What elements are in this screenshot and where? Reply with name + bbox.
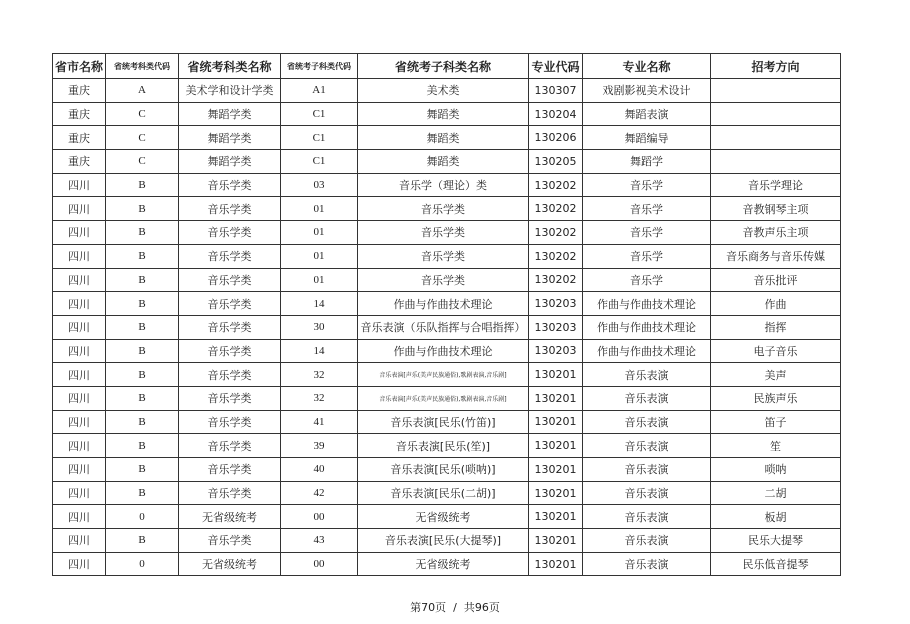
cell-major-name: 音乐表演	[583, 529, 711, 553]
cell-exam-category-name: 舞蹈学类	[179, 150, 281, 174]
cell-sub-category-code: 43	[281, 529, 358, 553]
header-sub-category-code: 省统考子科类代码	[281, 54, 358, 79]
cell-exam-category-code: B	[106, 315, 179, 339]
cell-province: 四川	[53, 292, 106, 316]
cell-province: 四川	[53, 221, 106, 245]
cell-sub-category-code: 40	[281, 458, 358, 482]
cell-direction: 音乐批评	[711, 268, 841, 292]
cell-exam-category-name: 音乐学类	[179, 481, 281, 505]
cell-exam-category-code: B	[106, 292, 179, 316]
cell-major-name: 音乐学	[583, 268, 711, 292]
cell-province: 四川	[53, 268, 106, 292]
cell-direction: 作曲	[711, 292, 841, 316]
cell-exam-category-name: 舞蹈学类	[179, 126, 281, 150]
cell-sub-category-name: 音乐表演[民乐(大提琴)]	[358, 529, 529, 553]
cell-exam-category-name: 音乐学类	[179, 221, 281, 245]
cell-direction: 唢呐	[711, 458, 841, 482]
cell-direction: 民乐大提琴	[711, 529, 841, 553]
cell-major-name: 音乐表演	[583, 363, 711, 387]
cell-sub-category-code: C1	[281, 150, 358, 174]
cell-province: 四川	[53, 529, 106, 553]
cell-province: 重庆	[53, 102, 106, 126]
cell-direction: 板胡	[711, 505, 841, 529]
cell-sub-category-name: 作曲与作曲技术理论	[358, 339, 529, 363]
cell-exam-category-name: 音乐学类	[179, 173, 281, 197]
cell-sub-category-code: 32	[281, 386, 358, 410]
cell-province: 四川	[53, 481, 106, 505]
cell-province: 重庆	[53, 150, 106, 174]
cell-sub-category-code: 00	[281, 552, 358, 576]
cell-major-code: 130202	[529, 221, 583, 245]
cell-exam-category-code: B	[106, 386, 179, 410]
cell-sub-category-code: 14	[281, 292, 358, 316]
cell-sub-category-name: 音乐表演[民乐(二胡)]	[358, 481, 529, 505]
table-row	[53, 102, 841, 126]
cell-major-name: 舞蹈编导	[583, 126, 711, 150]
cell-major-name: 音乐学	[583, 244, 711, 268]
cell-exam-category-name: 舞蹈学类	[179, 102, 281, 126]
table-row	[53, 339, 841, 363]
cell-sub-category-name: 无省级统考	[358, 552, 529, 576]
page-total: 共96页	[463, 601, 500, 614]
cell-exam-category-code: B	[106, 458, 179, 482]
cell-major-code: 130202	[529, 244, 583, 268]
cell-major-code: 130206	[529, 126, 583, 150]
cell-sub-category-name: 音乐表演[声乐(美声民族通俗),歌剧表演,音乐剧]	[358, 386, 529, 410]
cell-major-code: 130201	[529, 529, 583, 553]
cell-major-name: 音乐表演	[583, 458, 711, 482]
cell-sub-category-name: 音乐表演[民乐(唢呐)]	[358, 458, 529, 482]
cell-sub-category-name: 音乐表演（乐队指挥与合唱指挥）	[358, 315, 529, 339]
cell-exam-category-code: B	[106, 529, 179, 553]
table-row	[53, 458, 841, 482]
header-row	[53, 54, 841, 79]
cell-province: 四川	[53, 173, 106, 197]
cell-direction: 笙	[711, 434, 841, 458]
cell-direction	[711, 150, 841, 174]
cell-direction: 美声	[711, 363, 841, 387]
cell-major-code: 130203	[529, 315, 583, 339]
table-row	[53, 79, 841, 103]
cell-exam-category-name: 音乐学类	[179, 268, 281, 292]
cell-exam-category-name: 无省级统考	[179, 552, 281, 576]
table-row	[53, 410, 841, 434]
table-row	[53, 363, 841, 387]
header-province: 省市名称	[53, 54, 106, 79]
cell-direction: 音教声乐主项	[711, 221, 841, 245]
table-row	[53, 221, 841, 245]
cell-major-code: 130202	[529, 197, 583, 221]
cell-exam-category-name: 音乐学类	[179, 244, 281, 268]
cell-major-name: 舞蹈学	[583, 150, 711, 174]
cell-direction: 笛子	[711, 410, 841, 434]
table-row	[53, 434, 841, 458]
cell-major-name: 音乐表演	[583, 410, 711, 434]
cell-exam-category-name: 音乐学类	[179, 315, 281, 339]
cell-sub-category-name: 音乐表演[民乐(笙)]	[358, 434, 529, 458]
table-row	[53, 315, 841, 339]
cell-major-code: 130203	[529, 292, 583, 316]
cell-direction	[711, 126, 841, 150]
cell-sub-category-name: 舞蹈类	[358, 102, 529, 126]
cell-sub-category-code: 01	[281, 197, 358, 221]
cell-major-name: 作曲与作曲技术理论	[583, 339, 711, 363]
cell-sub-category-code: 32	[281, 363, 358, 387]
cell-sub-category-name: 音乐学类	[358, 197, 529, 221]
cell-exam-category-name: 音乐学类	[179, 434, 281, 458]
cell-major-name: 作曲与作曲技术理论	[583, 292, 711, 316]
header-major-code: 专业代码	[529, 54, 583, 79]
table-row	[53, 150, 841, 174]
cell-exam-category-code: C	[106, 102, 179, 126]
page-footer	[0, 599, 910, 615]
table-row	[53, 552, 841, 576]
table-row	[53, 173, 841, 197]
cell-sub-category-name: 舞蹈类	[358, 126, 529, 150]
header-sub-category-name: 省统考子科类名称	[358, 54, 529, 79]
table-row	[53, 505, 841, 529]
cell-major-code: 130201	[529, 552, 583, 576]
cell-exam-category-code: 0	[106, 552, 179, 576]
cell-sub-category-name: 舞蹈类	[358, 150, 529, 174]
cell-direction: 民族声乐	[711, 386, 841, 410]
cell-sub-category-code: 00	[281, 505, 358, 529]
cell-direction: 音乐学理论	[711, 173, 841, 197]
cell-exam-category-name: 音乐学类	[179, 363, 281, 387]
cell-sub-category-name: 音乐学类	[358, 244, 529, 268]
table-row	[53, 386, 841, 410]
cell-direction	[711, 79, 841, 103]
cell-exam-category-code: C	[106, 126, 179, 150]
cell-sub-category-name: 无省级统考	[358, 505, 529, 529]
cell-sub-category-code: 30	[281, 315, 358, 339]
cell-major-name: 舞蹈表演	[583, 102, 711, 126]
header-major-name: 专业名称	[583, 54, 711, 79]
cell-direction: 二胡	[711, 481, 841, 505]
cell-major-code: 130202	[529, 173, 583, 197]
cell-major-code: 130202	[529, 268, 583, 292]
cell-sub-category-code: A1	[281, 79, 358, 103]
cell-province: 四川	[53, 552, 106, 576]
cell-major-name: 音乐表演	[583, 505, 711, 529]
cell-sub-category-code: 14	[281, 339, 358, 363]
cell-major-code: 130201	[529, 363, 583, 387]
cell-province: 四川	[53, 410, 106, 434]
cell-exam-category-name: 音乐学类	[179, 410, 281, 434]
cell-province: 重庆	[53, 126, 106, 150]
cell-sub-category-name: 音乐表演[民乐(竹笛)]	[358, 410, 529, 434]
header-direction: 招考方向	[711, 54, 841, 79]
cell-sub-category-code: C1	[281, 102, 358, 126]
cell-direction: 音乐商务与音乐传媒	[711, 244, 841, 268]
cell-exam-category-code: B	[106, 434, 179, 458]
cell-major-code: 130307	[529, 79, 583, 103]
cell-exam-category-name: 音乐学类	[179, 458, 281, 482]
cell-direction: 民乐低音提琴	[711, 552, 841, 576]
cell-exam-category-code: B	[106, 244, 179, 268]
cell-exam-category-code: B	[106, 363, 179, 387]
cell-major-name: 音乐表演	[583, 434, 711, 458]
cell-sub-category-name: 美术类	[358, 79, 529, 103]
cell-sub-category-code: 01	[281, 221, 358, 245]
cell-province: 四川	[53, 197, 106, 221]
cell-exam-category-code: B	[106, 221, 179, 245]
cell-sub-category-code: 39	[281, 434, 358, 458]
cell-major-name: 音乐表演	[583, 552, 711, 576]
cell-major-name: 作曲与作曲技术理论	[583, 315, 711, 339]
cell-province: 四川	[53, 339, 106, 363]
cell-direction: 电子音乐	[711, 339, 841, 363]
cell-sub-category-name: 音乐学（理论）类	[358, 173, 529, 197]
cell-major-code: 130201	[529, 505, 583, 529]
enrollment-table	[52, 53, 841, 576]
cell-province: 四川	[53, 315, 106, 339]
cell-exam-category-name: 音乐学类	[179, 339, 281, 363]
page-separator: /	[453, 601, 457, 614]
cell-exam-category-code: 0	[106, 505, 179, 529]
cell-major-name: 音乐表演	[583, 481, 711, 505]
cell-exam-category-code: B	[106, 268, 179, 292]
table-row	[53, 197, 841, 221]
header-exam-category-code: 省统考科类代码	[106, 54, 179, 79]
cell-exam-category-name: 美术学和设计学类	[179, 79, 281, 103]
cell-sub-category-code: C1	[281, 126, 358, 150]
cell-major-name: 音乐学	[583, 221, 711, 245]
cell-sub-category-name: 音乐表演[声乐(美声民族通俗),歌剧表演,音乐剧]	[358, 363, 529, 387]
cell-major-code: 130205	[529, 150, 583, 174]
cell-major-code: 130203	[529, 339, 583, 363]
table-row	[53, 292, 841, 316]
cell-province: 四川	[53, 505, 106, 529]
cell-exam-category-name: 音乐学类	[179, 197, 281, 221]
cell-sub-category-name: 音乐学类	[358, 221, 529, 245]
cell-exam-category-name: 音乐学类	[179, 386, 281, 410]
cell-exam-category-name: 音乐学类	[179, 529, 281, 553]
cell-province: 四川	[53, 434, 106, 458]
cell-direction: 音教钢琴主项	[711, 197, 841, 221]
cell-exam-category-code: A	[106, 79, 179, 103]
table-row	[53, 529, 841, 553]
cell-sub-category-code: 41	[281, 410, 358, 434]
cell-major-name: 戏剧影视美术设计	[583, 79, 711, 103]
cell-major-code: 130201	[529, 481, 583, 505]
page-number: 第70页	[410, 601, 447, 614]
cell-province: 四川	[53, 458, 106, 482]
cell-exam-category-code: B	[106, 339, 179, 363]
cell-major-name: 音乐表演	[583, 386, 711, 410]
cell-sub-category-name: 音乐学类	[358, 268, 529, 292]
cell-major-code: 130201	[529, 458, 583, 482]
cell-exam-category-name: 音乐学类	[179, 292, 281, 316]
cell-province: 四川	[53, 244, 106, 268]
cell-province: 四川	[53, 386, 106, 410]
cell-major-code: 130201	[529, 434, 583, 458]
cell-major-code: 130201	[529, 410, 583, 434]
cell-sub-category-code: 01	[281, 268, 358, 292]
cell-sub-category-name: 作曲与作曲技术理论	[358, 292, 529, 316]
table-row	[53, 481, 841, 505]
cell-province: 重庆	[53, 79, 106, 103]
header-exam-category-name: 省统考科类名称	[179, 54, 281, 79]
cell-direction	[711, 102, 841, 126]
cell-major-code: 130201	[529, 386, 583, 410]
cell-sub-category-code: 01	[281, 244, 358, 268]
cell-exam-category-code: C	[106, 150, 179, 174]
table-row	[53, 244, 841, 268]
cell-sub-category-code: 03	[281, 173, 358, 197]
cell-major-name: 音乐学	[583, 173, 711, 197]
cell-major-code: 130204	[529, 102, 583, 126]
cell-exam-category-name: 无省级统考	[179, 505, 281, 529]
cell-major-name: 音乐学	[583, 197, 711, 221]
table-row	[53, 268, 841, 292]
cell-exam-category-code: B	[106, 197, 179, 221]
cell-exam-category-code: B	[106, 481, 179, 505]
cell-province: 四川	[53, 363, 106, 387]
cell-exam-category-code: B	[106, 173, 179, 197]
table-row	[53, 126, 841, 150]
cell-direction: 指挥	[711, 315, 841, 339]
cell-exam-category-code: B	[106, 410, 179, 434]
cell-sub-category-code: 42	[281, 481, 358, 505]
